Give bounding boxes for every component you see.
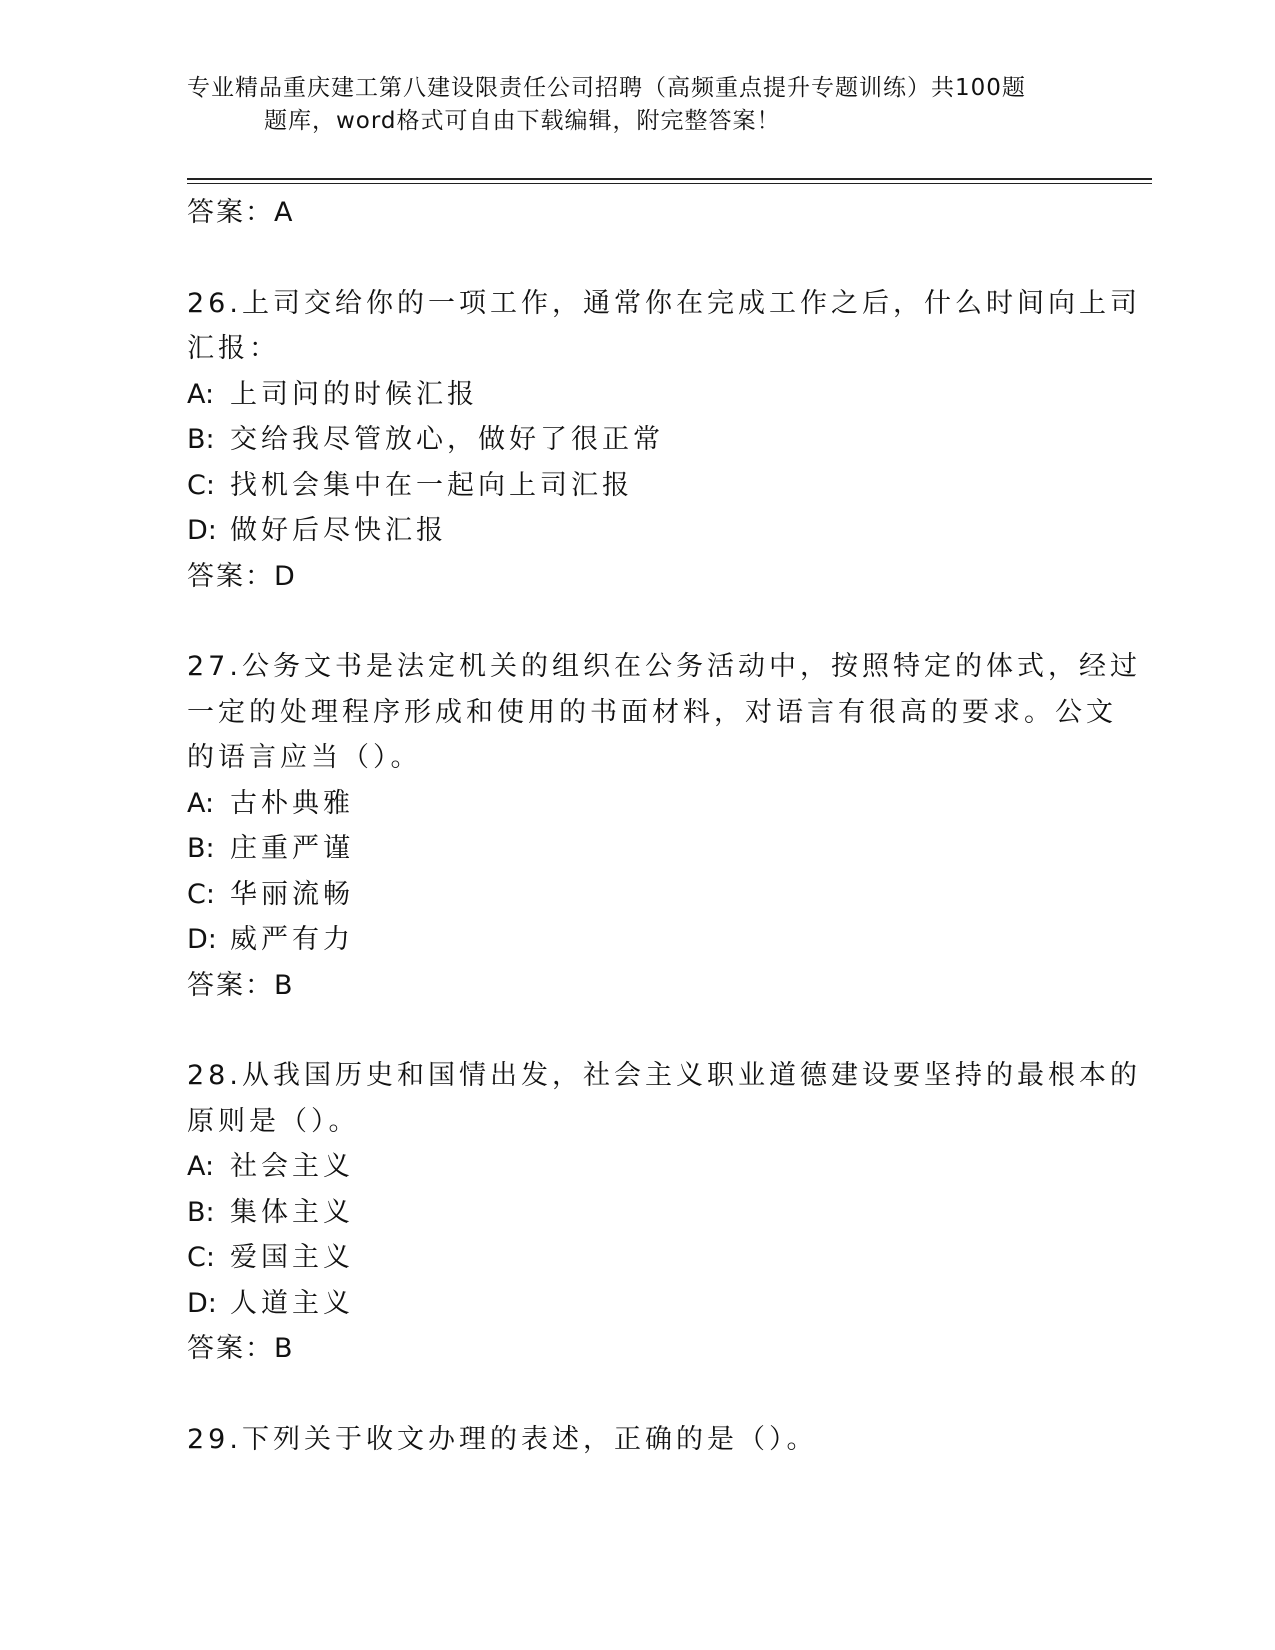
question-text-line: 的语言应当（）。 xyxy=(187,742,422,773)
option-letter: D: xyxy=(187,924,217,955)
answer-line: 答案：D xyxy=(187,560,297,592)
option-letter: D: xyxy=(187,515,217,546)
option-text: 上司问的时候汇报 xyxy=(230,378,478,410)
option-a xyxy=(187,781,1087,827)
option-text: 庄重严谨 xyxy=(230,833,354,864)
option-letter: A: xyxy=(187,378,215,410)
option-b xyxy=(187,417,1087,463)
option-c xyxy=(187,872,1087,918)
option-a xyxy=(187,1144,1087,1190)
option-text: 人道主义 xyxy=(230,1287,354,1319)
answer-line: 答案：B xyxy=(187,969,295,1001)
option-a xyxy=(187,372,1087,418)
option-letter: C: xyxy=(187,469,215,501)
option-b xyxy=(187,826,1087,872)
option-letter: D: xyxy=(187,1287,217,1319)
option-text: 交给我尽管放心，做好了很正常 xyxy=(230,424,664,455)
option-text: 找机会集中在一起向上司汇报 xyxy=(230,469,633,501)
header-divider xyxy=(187,178,1152,184)
question-26 xyxy=(187,281,1141,600)
question-text-line: 28.从我国历史和国情出发，社会主义职业道德建设要坚持的最根本的 xyxy=(187,1060,1141,1091)
option-letter: C: xyxy=(187,878,215,910)
option-text: 做好后尽快汇报 xyxy=(230,515,447,546)
question-text-line: 原则是（）。 xyxy=(187,1105,360,1137)
option-text: 华丽流畅 xyxy=(230,878,354,910)
option-d xyxy=(187,917,1087,963)
option-letter: C: xyxy=(187,1242,215,1273)
question-list xyxy=(187,190,1141,1462)
spacer xyxy=(187,599,1087,644)
header-title-line1: 专业精品重庆建工第八建设限责任公司招聘（高频重点提升专题训练）共100题 xyxy=(187,75,1026,101)
answer-line: 答案：B xyxy=(187,1333,295,1364)
option-d xyxy=(187,508,1087,554)
question-text-line: 27.公务文书是法定机关的组织在公务活动中，按照特定的体式，经过 xyxy=(187,651,1141,682)
option-text: 爱国主义 xyxy=(230,1242,354,1273)
option-text: 集体主义 xyxy=(230,1196,354,1228)
question-text-line: 一定的处理程序形成和使用的书面材料，对语言有很高的要求。公文 xyxy=(187,696,1117,728)
option-c xyxy=(187,1235,1087,1281)
spacer xyxy=(187,1008,1087,1053)
previous-answer: 答案：A xyxy=(187,197,295,228)
page-header xyxy=(187,72,1087,138)
option-letter: B: xyxy=(187,424,215,455)
option-text: 古朴典雅 xyxy=(230,787,354,819)
question-text-line: 汇报： xyxy=(187,333,280,364)
option-text: 威严有力 xyxy=(230,924,354,955)
question-27 xyxy=(187,644,1141,1008)
header-title-line2: 题库，word格式可自由下载编辑，附完整答案！ xyxy=(264,108,781,134)
question-text-line: 26.上司交给你的一项工作，通常你在完成工作之后，什么时间向上司 xyxy=(187,287,1141,319)
option-letter: A: xyxy=(187,1151,215,1182)
question-29 xyxy=(187,1417,1087,1463)
option-c xyxy=(187,463,1087,509)
question-text-line: 29.下列关于收文办理的表述，正确的是（）。 xyxy=(187,1423,818,1455)
option-letter: B: xyxy=(187,1196,215,1228)
option-text: 社会主义 xyxy=(230,1151,354,1182)
question-28 xyxy=(187,1053,1141,1372)
option-letter: B: xyxy=(187,833,215,864)
option-d xyxy=(187,1281,1087,1327)
option-b xyxy=(187,1190,1087,1236)
option-letter: A: xyxy=(187,787,215,819)
spacer xyxy=(187,1372,1087,1417)
spacer xyxy=(187,236,1087,281)
